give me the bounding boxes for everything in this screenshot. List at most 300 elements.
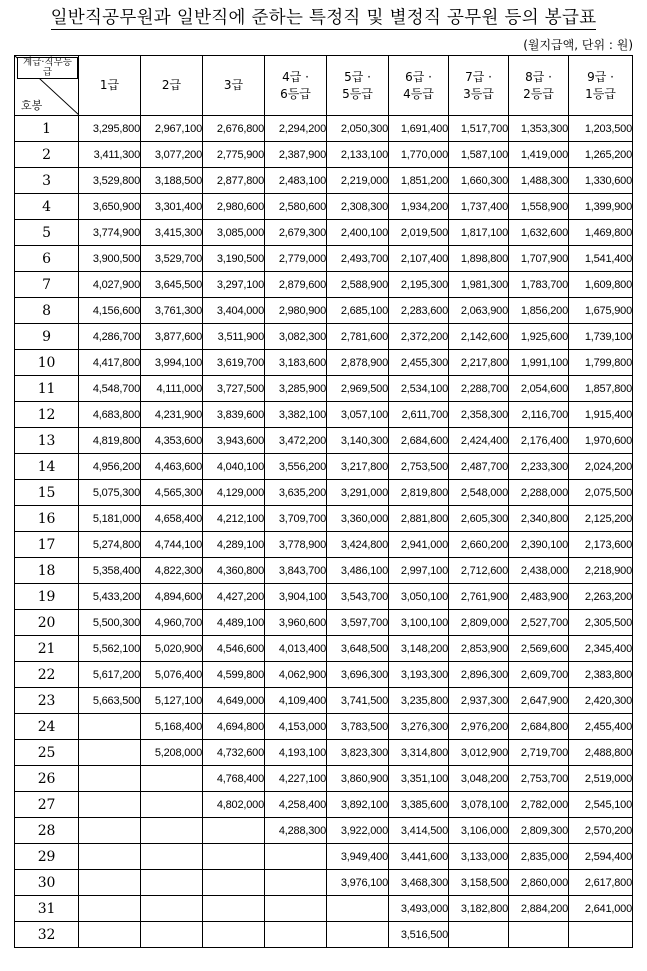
salary-cell: 3,709,700 — [265, 506, 327, 532]
salary-cell: 3,424,800 — [327, 532, 389, 558]
salary-cell: 2,753,500 — [389, 454, 449, 480]
salary-cell: 3,741,500 — [327, 688, 389, 714]
salary-cell: 3,048,200 — [449, 766, 509, 792]
salary-cell: 2,611,700 — [389, 402, 449, 428]
salary-cell — [79, 922, 141, 948]
salary-cell: 3,904,100 — [265, 584, 327, 610]
salary-cell: 3,529,800 — [79, 168, 141, 194]
step-cell: 4 — [15, 194, 79, 220]
salary-cell: 2,294,200 — [265, 116, 327, 142]
table-row — [15, 636, 633, 662]
salary-cell: 1,856,200 — [509, 298, 569, 324]
salary-cell: 3,190,500 — [203, 246, 265, 272]
column-header — [203, 56, 265, 116]
table-row — [15, 142, 633, 168]
corner-step-label: 호봉 — [21, 99, 43, 112]
salary-cell: 4,153,000 — [265, 714, 327, 740]
salary-cell: 3,696,300 — [327, 662, 389, 688]
salary-cell: 2,570,200 — [569, 818, 633, 844]
column-header-line: 6급 · — [405, 69, 432, 84]
step-cell: 24 — [15, 714, 79, 740]
salary-cell: 5,075,300 — [79, 480, 141, 506]
salary-cell: 2,054,600 — [509, 376, 569, 402]
salary-cell: 1,587,100 — [449, 142, 509, 168]
salary-cell: 1,851,200 — [389, 168, 449, 194]
table-row — [15, 714, 633, 740]
salary-cell: 1,691,400 — [389, 116, 449, 142]
salary-cell: 4,548,700 — [79, 376, 141, 402]
salary-cell: 4,212,100 — [203, 506, 265, 532]
column-header-line: 7급 · — [465, 69, 492, 84]
salary-cell: 2,684,800 — [509, 714, 569, 740]
salary-cell: 1,469,800 — [569, 220, 633, 246]
step-cell: 11 — [15, 376, 79, 402]
table-row — [15, 324, 633, 350]
salary-cell: 3,529,700 — [141, 246, 203, 272]
salary-cell — [449, 922, 509, 948]
salary-cell: 3,949,400 — [327, 844, 389, 870]
table-row — [15, 402, 633, 428]
salary-cell: 3,472,200 — [265, 428, 327, 454]
salary-cell — [79, 870, 141, 896]
step-cell: 2 — [15, 142, 79, 168]
step-cell: 28 — [15, 818, 79, 844]
salary-cell: 4,960,700 — [141, 610, 203, 636]
salary-cell: 2,775,900 — [203, 142, 265, 168]
salary-cell: 3,193,300 — [389, 662, 449, 688]
salary-cell: 4,193,100 — [265, 740, 327, 766]
salary-cell — [203, 870, 265, 896]
page-title-text: 일반직공무원과 일반직에 준하는 특정직 및 별정직 공무원 등의 봉급표 — [50, 8, 597, 28]
salary-cell: 4,129,000 — [203, 480, 265, 506]
salary-cell: 2,976,200 — [449, 714, 509, 740]
table-row — [15, 662, 633, 688]
step-cell: 5 — [15, 220, 79, 246]
step-cell: 6 — [15, 246, 79, 272]
column-header — [265, 56, 327, 116]
salary-cell: 2,937,300 — [449, 688, 509, 714]
salary-cell: 2,594,400 — [569, 844, 633, 870]
table-row — [15, 532, 633, 558]
salary-cell: 2,283,600 — [389, 298, 449, 324]
salary-cell: 3,468,300 — [389, 870, 449, 896]
salary-cell — [79, 818, 141, 844]
salary-cell: 3,635,200 — [265, 480, 327, 506]
salary-cell — [141, 792, 203, 818]
salary-cell: 4,353,600 — [141, 428, 203, 454]
salary-cell: 2,941,000 — [389, 532, 449, 558]
step-cell: 17 — [15, 532, 79, 558]
salary-cell: 4,111,000 — [141, 376, 203, 402]
salary-cell — [509, 922, 569, 948]
salary-cell: 3,285,900 — [265, 376, 327, 402]
salary-cell: 3,148,200 — [389, 636, 449, 662]
salary-cell: 2,609,700 — [509, 662, 569, 688]
salary-cell — [327, 922, 389, 948]
salary-cell: 5,127,100 — [141, 688, 203, 714]
salary-cell: 4,417,800 — [79, 350, 141, 376]
salary-cell: 5,020,900 — [141, 636, 203, 662]
step-cell: 30 — [15, 870, 79, 896]
step-cell: 13 — [15, 428, 79, 454]
column-header-line: 1등급 — [585, 86, 616, 101]
salary-cell: 5,433,200 — [79, 584, 141, 610]
salary-cell: 2,217,800 — [449, 350, 509, 376]
table-row — [15, 506, 633, 532]
salary-cell: 3,761,300 — [141, 298, 203, 324]
corner-grade-label: 계급·직무등급 — [17, 57, 78, 79]
salary-cell: 5,500,300 — [79, 610, 141, 636]
salary-cell — [265, 896, 327, 922]
step-cell: 19 — [15, 584, 79, 610]
salary-cell: 2,878,900 — [327, 350, 389, 376]
salary-cell: 3,217,800 — [327, 454, 389, 480]
salary-cell: 3,922,000 — [327, 818, 389, 844]
column-header — [327, 56, 389, 116]
step-cell: 25 — [15, 740, 79, 766]
salary-cell: 1,632,600 — [509, 220, 569, 246]
salary-cell: 2,218,900 — [569, 558, 633, 584]
salary-cell: 2,107,400 — [389, 246, 449, 272]
salary-cell: 3,078,100 — [449, 792, 509, 818]
salary-cell: 2,493,700 — [327, 246, 389, 272]
salary-cell: 1,265,200 — [569, 142, 633, 168]
salary-cell: 2,455,400 — [569, 714, 633, 740]
salary-cell: 3,057,100 — [327, 402, 389, 428]
column-header — [141, 56, 203, 116]
salary-cell — [141, 818, 203, 844]
salary-cell: 3,082,300 — [265, 324, 327, 350]
salary-cell: 4,109,400 — [265, 688, 327, 714]
salary-cell: 2,753,700 — [509, 766, 569, 792]
table-body — [15, 116, 633, 948]
salary-cell: 3,106,000 — [449, 818, 509, 844]
salary-cell: 4,768,400 — [203, 766, 265, 792]
step-cell: 27 — [15, 792, 79, 818]
table-row — [15, 246, 633, 272]
salary-cell: 3,276,300 — [389, 714, 449, 740]
salary-cell — [141, 922, 203, 948]
step-cell: 10 — [15, 350, 79, 376]
salary-cell: 4,694,800 — [203, 714, 265, 740]
salary-cell: 3,843,700 — [265, 558, 327, 584]
salary-cell: 3,877,600 — [141, 324, 203, 350]
salary-cell: 5,274,800 — [79, 532, 141, 558]
table-row — [15, 740, 633, 766]
step-cell: 22 — [15, 662, 79, 688]
step-cell: 32 — [15, 922, 79, 948]
salary-cell: 5,358,400 — [79, 558, 141, 584]
salary-cell: 5,617,200 — [79, 662, 141, 688]
salary-cell: 4,463,600 — [141, 454, 203, 480]
column-header-line: 6등급 — [280, 86, 311, 101]
step-cell: 15 — [15, 480, 79, 506]
salary-cell: 2,358,300 — [449, 402, 509, 428]
salary-cell: 3,077,200 — [141, 142, 203, 168]
salary-cell: 2,050,300 — [327, 116, 389, 142]
salary-cell: 5,663,500 — [79, 688, 141, 714]
salary-cell: 3,182,800 — [449, 896, 509, 922]
table-row — [15, 116, 633, 142]
salary-cell: 2,345,400 — [569, 636, 633, 662]
salary-cell: 2,390,100 — [509, 532, 569, 558]
salary-cell: 2,580,600 — [265, 194, 327, 220]
column-header — [79, 56, 141, 116]
salary-cell: 3,486,100 — [327, 558, 389, 584]
salary-cell: 3,823,300 — [327, 740, 389, 766]
salary-cell: 3,085,000 — [203, 220, 265, 246]
salary-cell: 2,400,100 — [327, 220, 389, 246]
step-cell: 26 — [15, 766, 79, 792]
salary-cell: 2,853,900 — [449, 636, 509, 662]
salary-cell: 2,712,600 — [449, 558, 509, 584]
salary-cell: 3,839,600 — [203, 402, 265, 428]
salary-cell: 3,774,900 — [79, 220, 141, 246]
salary-cell: 2,116,700 — [509, 402, 569, 428]
salary-cell: 2,288,000 — [509, 480, 569, 506]
salary-cell: 3,100,100 — [389, 610, 449, 636]
salary-cell: 2,340,800 — [509, 506, 569, 532]
salary-cell: 1,970,600 — [569, 428, 633, 454]
salary-cell: 1,609,800 — [569, 272, 633, 298]
salary-cell: 1,353,300 — [509, 116, 569, 142]
step-cell: 12 — [15, 402, 79, 428]
salary-cell: 2,679,300 — [265, 220, 327, 246]
salary-cell: 2,534,100 — [389, 376, 449, 402]
column-header-line: 8급 · — [525, 69, 552, 84]
salary-cell: 2,527,700 — [509, 610, 569, 636]
salary-cell: 2,860,000 — [509, 870, 569, 896]
step-cell: 7 — [15, 272, 79, 298]
corner-header-cell — [15, 56, 79, 116]
salary-cell — [203, 844, 265, 870]
salary-cell: 3,314,800 — [389, 740, 449, 766]
salary-cell: 2,387,900 — [265, 142, 327, 168]
salary-cell: 2,548,000 — [449, 480, 509, 506]
salary-cell — [79, 766, 141, 792]
salary-cell: 3,778,900 — [265, 532, 327, 558]
salary-cell: 4,489,100 — [203, 610, 265, 636]
table-row — [15, 272, 633, 298]
salary-cell: 1,660,300 — [449, 168, 509, 194]
salary-cell: 1,419,000 — [509, 142, 569, 168]
salary-cell: 4,062,900 — [265, 662, 327, 688]
salary-cell: 2,641,000 — [569, 896, 633, 922]
salary-cell: 2,877,800 — [203, 168, 265, 194]
salary-cell: 1,799,800 — [569, 350, 633, 376]
salary-cell: 2,809,300 — [509, 818, 569, 844]
salary-cell: 2,835,000 — [509, 844, 569, 870]
salary-cell — [569, 922, 633, 948]
salary-cell — [203, 896, 265, 922]
salary-cell: 2,605,300 — [449, 506, 509, 532]
column-header-line: 3급 — [223, 78, 244, 92]
salary-cell: 3,351,100 — [389, 766, 449, 792]
salary-cell: 2,884,200 — [509, 896, 569, 922]
column-header-line: 5등급 — [342, 86, 373, 101]
salary-cell: 2,288,700 — [449, 376, 509, 402]
salary-cell: 2,233,300 — [509, 454, 569, 480]
salary-cell: 3,012,900 — [449, 740, 509, 766]
column-header — [509, 56, 569, 116]
salary-cell: 3,976,100 — [327, 870, 389, 896]
salary-cell: 5,168,400 — [141, 714, 203, 740]
table-row — [15, 688, 633, 714]
salary-cell: 3,140,300 — [327, 428, 389, 454]
salary-cell: 2,997,100 — [389, 558, 449, 584]
salary-cell: 1,915,400 — [569, 402, 633, 428]
table-row — [15, 168, 633, 194]
salary-cell: 2,483,100 — [265, 168, 327, 194]
salary-cell: 2,483,900 — [509, 584, 569, 610]
salary-cell: 4,040,100 — [203, 454, 265, 480]
salary-cell: 3,360,000 — [327, 506, 389, 532]
salary-cell: 5,076,400 — [141, 662, 203, 688]
salary-cell: 5,181,000 — [79, 506, 141, 532]
salary-cell: 2,782,000 — [509, 792, 569, 818]
salary-cell: 1,925,600 — [509, 324, 569, 350]
salary-cell: 2,617,800 — [569, 870, 633, 896]
salary-cell: 2,969,500 — [327, 376, 389, 402]
salary-cell: 2,647,900 — [509, 688, 569, 714]
salary-cell: 3,301,400 — [141, 194, 203, 220]
salary-cell: 2,063,900 — [449, 298, 509, 324]
salary-cell: 3,511,900 — [203, 324, 265, 350]
salary-cell: 1,981,300 — [449, 272, 509, 298]
table-row — [15, 220, 633, 246]
salary-cell: 2,519,000 — [569, 766, 633, 792]
salary-cell: 1,488,300 — [509, 168, 569, 194]
salary-cell: 1,517,700 — [449, 116, 509, 142]
salary-cell: 4,894,600 — [141, 584, 203, 610]
salary-cell: 1,330,600 — [569, 168, 633, 194]
salary-cell: 3,050,100 — [389, 584, 449, 610]
unit-note: (월지급액, 단위 : 원) — [523, 38, 633, 52]
salary-cell: 3,543,700 — [327, 584, 389, 610]
salary-cell: 4,956,200 — [79, 454, 141, 480]
salary-cell: 1,770,000 — [389, 142, 449, 168]
column-header-line: 4등급 — [403, 86, 434, 101]
salary-cell: 4,822,300 — [141, 558, 203, 584]
salary-cell: 2,305,500 — [569, 610, 633, 636]
salary-cell: 4,227,100 — [265, 766, 327, 792]
salary-cell: 2,809,000 — [449, 610, 509, 636]
column-header — [389, 56, 449, 116]
table-row — [15, 870, 633, 896]
salary-cell: 3,619,700 — [203, 350, 265, 376]
step-cell: 1 — [15, 116, 79, 142]
salary-cell: 1,541,400 — [569, 246, 633, 272]
column-header-line: 2등급 — [523, 86, 554, 101]
step-cell: 23 — [15, 688, 79, 714]
salary-cell: 2,173,600 — [569, 532, 633, 558]
salary-cell: 4,286,700 — [79, 324, 141, 350]
salary-cell: 2,719,700 — [509, 740, 569, 766]
salary-cell: 4,288,300 — [265, 818, 327, 844]
salary-cell: 5,208,000 — [141, 740, 203, 766]
salary-cell: 2,781,600 — [327, 324, 389, 350]
salary-cell — [203, 922, 265, 948]
salary-cell — [79, 844, 141, 870]
salary-cell: 2,569,600 — [509, 636, 569, 662]
salary-cell: 2,588,900 — [327, 272, 389, 298]
salary-cell: 2,896,300 — [449, 662, 509, 688]
salary-cell: 1,934,200 — [389, 194, 449, 220]
salary-cell: 3,516,500 — [389, 922, 449, 948]
table-row — [15, 896, 633, 922]
salary-cell: 2,195,300 — [389, 272, 449, 298]
salary-cell: 1,399,900 — [569, 194, 633, 220]
salary-cell: 4,289,100 — [203, 532, 265, 558]
salary-cell: 2,075,500 — [569, 480, 633, 506]
salary-cell: 4,231,900 — [141, 402, 203, 428]
salary-cell: 4,658,400 — [141, 506, 203, 532]
salary-cell: 3,493,000 — [389, 896, 449, 922]
salary-cell: 2,455,300 — [389, 350, 449, 376]
salary-cell: 2,133,100 — [327, 142, 389, 168]
salary-cell: 4,732,600 — [203, 740, 265, 766]
salary-cell: 4,565,300 — [141, 480, 203, 506]
step-cell: 31 — [15, 896, 79, 922]
salary-cell: 4,360,800 — [203, 558, 265, 584]
salary-cell — [79, 740, 141, 766]
table-row — [15, 922, 633, 948]
salary-cell: 4,156,600 — [79, 298, 141, 324]
salary-cell: 4,027,900 — [79, 272, 141, 298]
salary-cell: 2,019,500 — [389, 220, 449, 246]
salary-cell: 3,188,500 — [141, 168, 203, 194]
salary-cell: 3,291,000 — [327, 480, 389, 506]
column-header — [449, 56, 509, 116]
salary-cell: 3,235,800 — [389, 688, 449, 714]
salary-cell: 1,558,900 — [509, 194, 569, 220]
salary-cell: 2,488,800 — [569, 740, 633, 766]
salary-cell: 3,385,600 — [389, 792, 449, 818]
column-header-line: 4급 · — [282, 69, 309, 84]
salary-cell: 3,860,900 — [327, 766, 389, 792]
column-header-line: 2급 — [161, 78, 182, 92]
step-cell: 20 — [15, 610, 79, 636]
column-header — [569, 56, 633, 116]
salary-cell: 3,645,500 — [141, 272, 203, 298]
salary-cell: 2,424,400 — [449, 428, 509, 454]
salary-cell: 3,183,600 — [265, 350, 327, 376]
table-row — [15, 766, 633, 792]
salary-cell — [265, 922, 327, 948]
salary-cell: 3,650,900 — [79, 194, 141, 220]
salary-cell: 3,158,500 — [449, 870, 509, 896]
salary-cell: 4,683,800 — [79, 402, 141, 428]
salary-cell — [79, 792, 141, 818]
salary-cell: 2,176,400 — [509, 428, 569, 454]
salary-cell: 2,676,800 — [203, 116, 265, 142]
salary-cell: 3,994,100 — [141, 350, 203, 376]
salary-cell: 2,980,900 — [265, 298, 327, 324]
salary-cell: 2,684,600 — [389, 428, 449, 454]
salary-cell: 3,382,100 — [265, 402, 327, 428]
salary-cell: 3,943,600 — [203, 428, 265, 454]
salary-cell: 2,487,700 — [449, 454, 509, 480]
salary-cell: 5,562,100 — [79, 636, 141, 662]
salary-cell: 1,991,100 — [509, 350, 569, 376]
salary-cell: 1,739,100 — [569, 324, 633, 350]
page-title — [0, 4, 647, 29]
salary-cell — [265, 844, 327, 870]
salary-cell: 3,597,700 — [327, 610, 389, 636]
salary-cell: 3,648,500 — [327, 636, 389, 662]
salary-cell: 2,819,800 — [389, 480, 449, 506]
salary-cell: 3,727,500 — [203, 376, 265, 402]
